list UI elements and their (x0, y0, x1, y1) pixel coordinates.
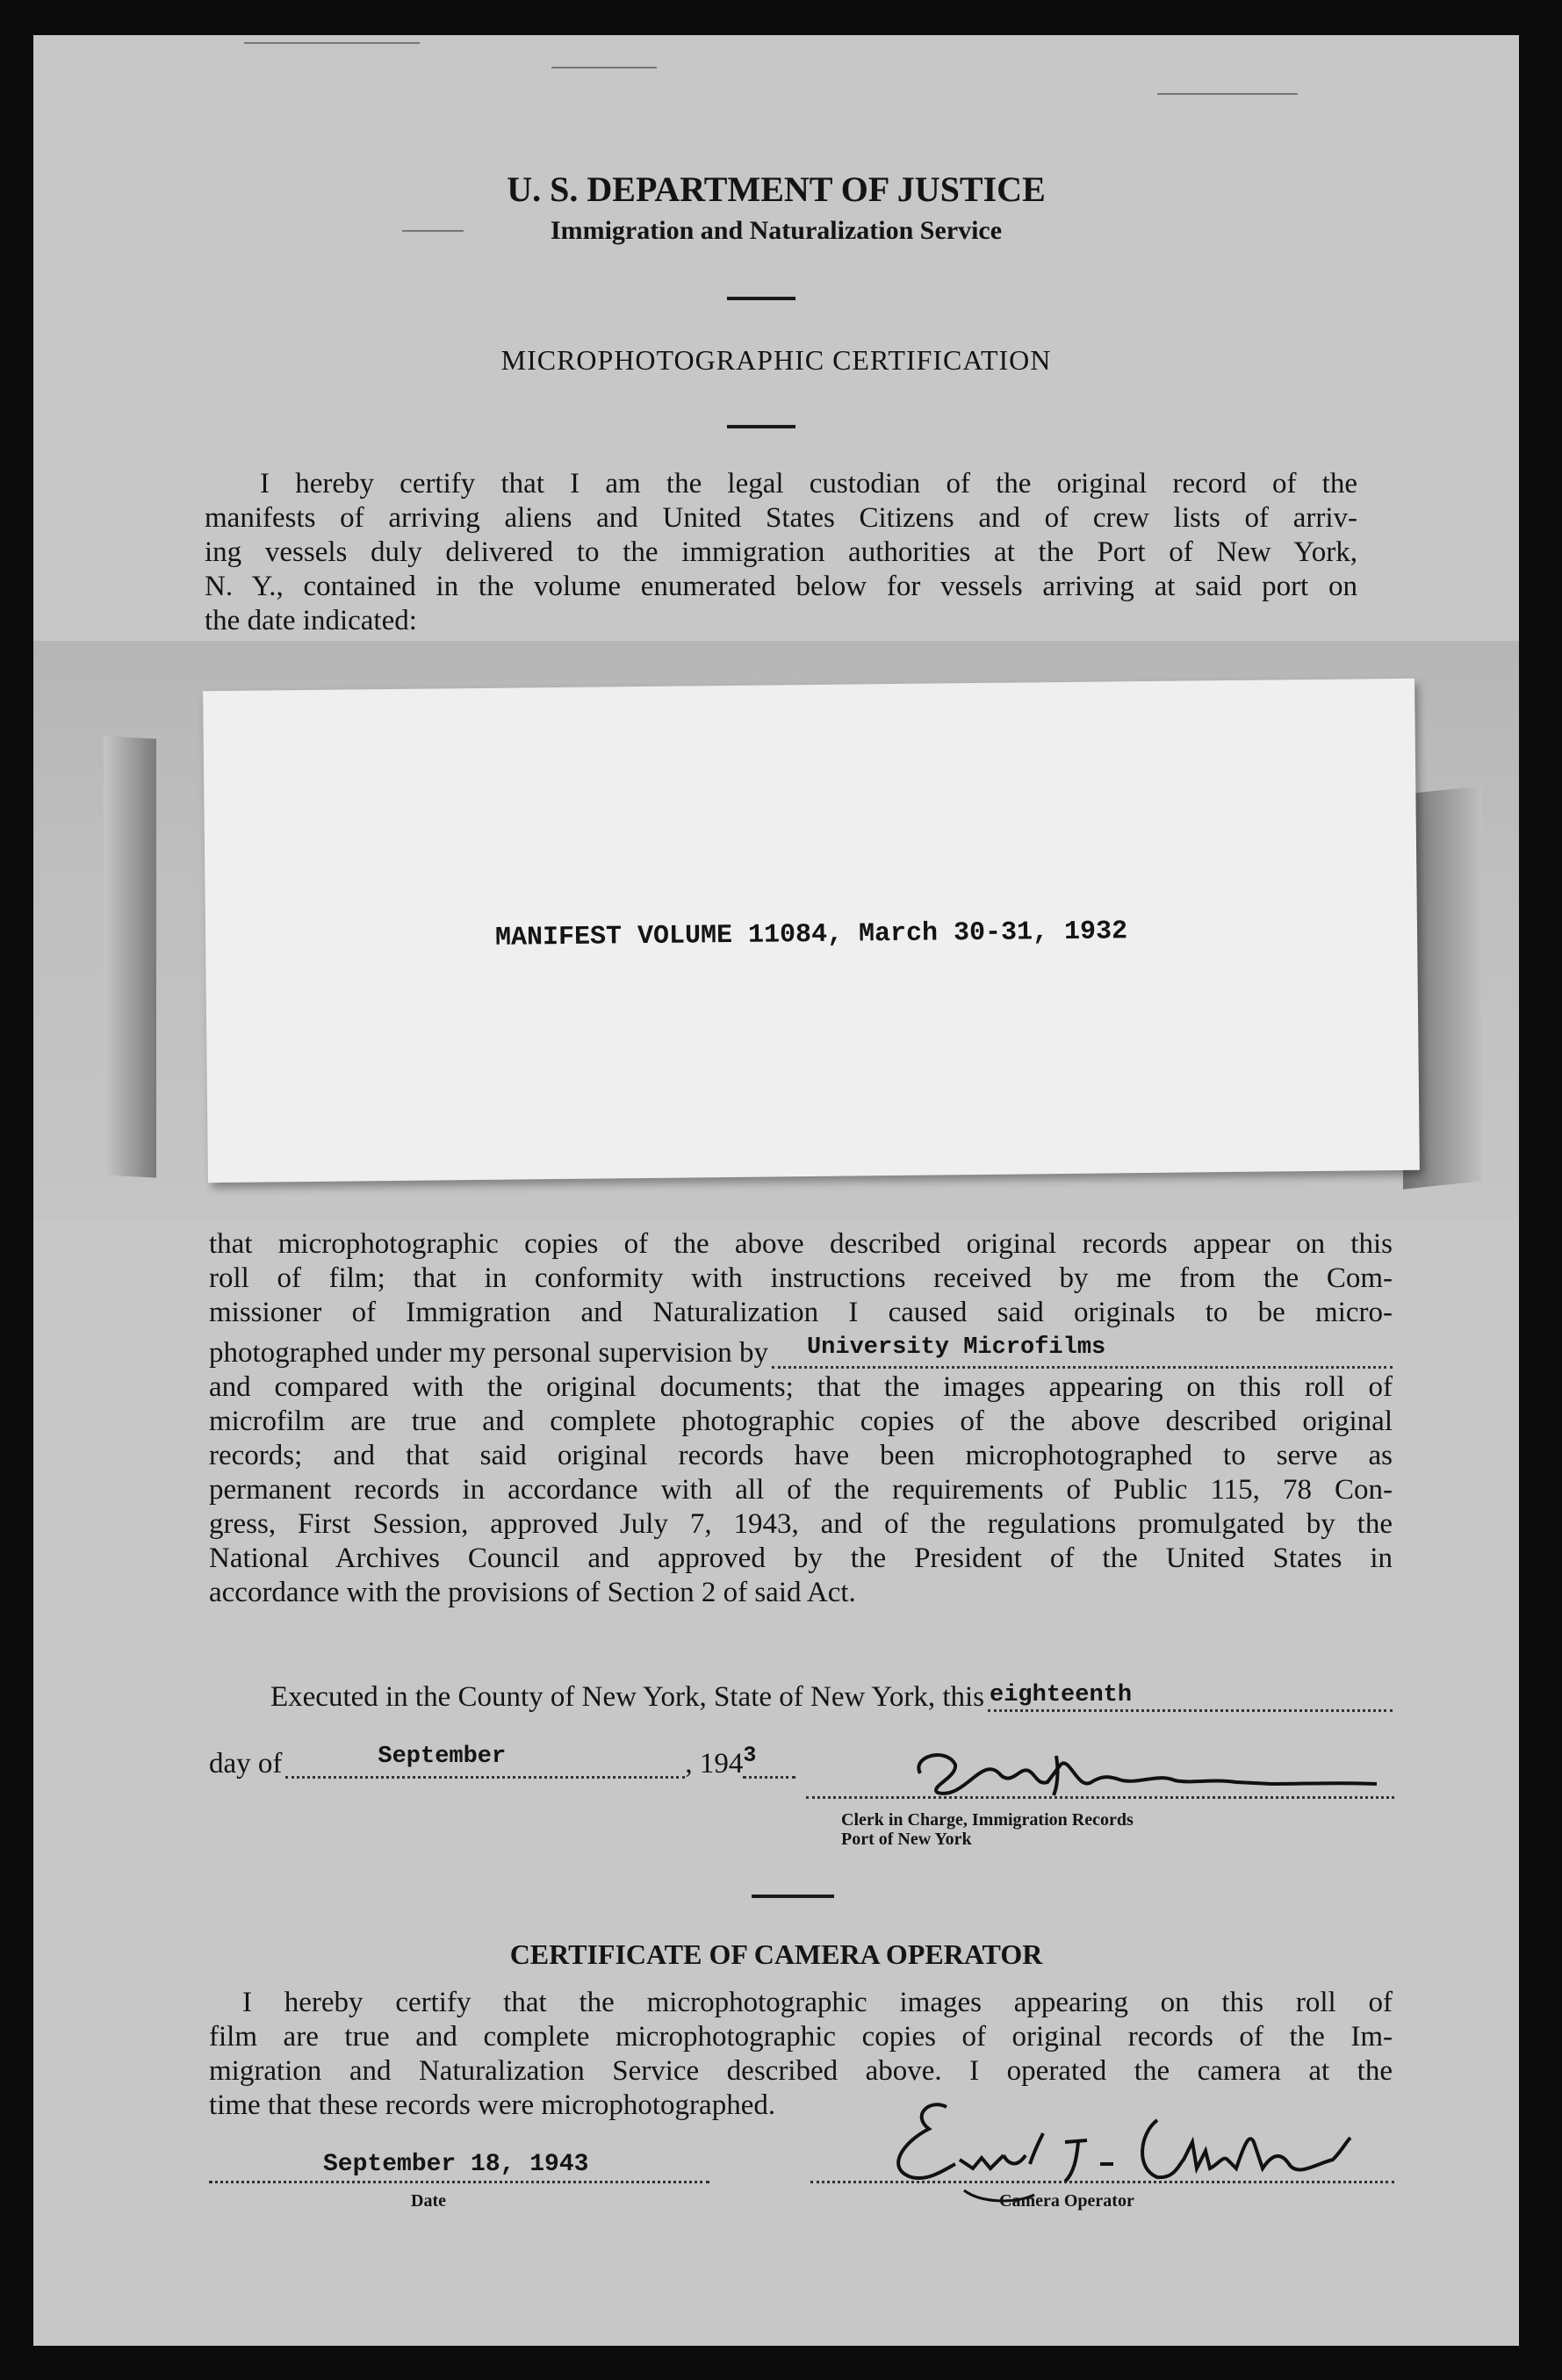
day-value: eighteenth (990, 1682, 1133, 1708)
day-field (988, 1680, 1393, 1714)
month-value: September (378, 1744, 507, 1770)
photographed-by-field (772, 1334, 1393, 1370)
intro-paragraph (205, 467, 1357, 638)
clerk-signature (903, 1738, 1394, 1808)
divider (752, 1895, 834, 1898)
department-heading: U. S. DEPARTMENT OF JUSTICE (507, 169, 1046, 209)
executed-label: Executed in the County of New York, State of New York, this (270, 1681, 985, 1713)
body-line: gress, First Session, approved July 7, 1943, and of the regulations promulgated by the (209, 1508, 1393, 1540)
body-line: permanent records in accordance with all of the requirements of Public 115, 78 Con- (209, 1474, 1393, 1506)
intro-line: the date indicated: (205, 605, 417, 636)
body-line: missioner of Immigration and Naturalization I caused said originals to be micro- (209, 1297, 1393, 1328)
film-scratch (551, 67, 657, 68)
divider (727, 297, 795, 300)
body-line: that microphotographic copies of the above described original records appear on this (209, 1228, 1393, 1260)
month-field (285, 1745, 685, 1780)
photographed-by-label: photographed under my personal supervision by (209, 1337, 768, 1369)
body-line: records; and that said original records have been microphotographed to serve as (209, 1440, 1393, 1471)
camera-line: I hereby certify that the microphotographic images appearing on this roll of (242, 1987, 1393, 2018)
intro-line: I hereby certify that I am the legal custodian of the original record of the (260, 468, 1357, 500)
body-line: accordance with the provisions of Section 2 of said Act. (209, 1577, 856, 1608)
photographed-by-value: University Microfilms (806, 1334, 1106, 1361)
date-label: Date (411, 2191, 446, 2211)
body-line: microfilm are true and complete photographic copies of the above described original (209, 1406, 1393, 1437)
body-line: and compared with the original documents; that the images appearing on this roll of (209, 1371, 1393, 1403)
operator-label: Camera Operator (999, 2191, 1134, 2211)
volume-card (203, 679, 1420, 1183)
divider (727, 425, 795, 428)
body-line: National Archives Council and approved by the President of the United States in (209, 1542, 1393, 1574)
date-line (209, 2181, 709, 2183)
card-shadow (104, 736, 156, 1177)
film-scratch (1157, 93, 1298, 95)
certificate-sheet (33, 35, 1519, 2346)
executed-line (270, 1675, 1393, 1714)
camera-line: film are true and complete microphotographic copies of original records of the Im- (209, 2021, 1393, 2053)
day-of-line (209, 1742, 876, 1780)
date-value: September 18, 1943 (323, 2151, 589, 2178)
year-label: , 194 (685, 1748, 744, 1780)
film-scratch (244, 42, 420, 44)
body-line: roll of film; that in conformity with instructions received by me from the Com- (209, 1262, 1393, 1294)
document-title: MICROPHOTOGRAPHIC CERTIFICATION (500, 344, 1052, 376)
service-subheading: Immigration and Naturalization Service (550, 216, 1003, 245)
intro-line: N. Y., contained in the volume enumerated below for vessels arriving at said port on (205, 571, 1357, 602)
day-of-label: day of (209, 1748, 283, 1780)
camera-heading: CERTIFICATE OF CAMERA OPERATOR (509, 1938, 1043, 1970)
intro-line: ing vessels duly delivered to the immigration authorities at the Port of New York, (205, 536, 1357, 568)
year-digit: 3 (743, 1743, 757, 1768)
year-field (743, 1745, 795, 1780)
clerk-title-line: Clerk in Charge, Immigration Records (841, 1810, 1134, 1830)
camera-line: time that these records were microphotographed. (209, 2089, 776, 2121)
body-paragraph (209, 1227, 1393, 1610)
operator-signature (876, 2081, 1403, 2212)
clerk-title-line: Port of New York (841, 1830, 972, 1849)
camera-line: migration and Naturalization Service described above. I operated the camera at the (209, 2055, 1393, 2087)
volume-text: MANIFEST VOLUME 11084, March 30-31, 1932 (494, 917, 1128, 953)
photographed-by-line (209, 1334, 1393, 1370)
clerk-title (841, 1810, 1134, 1849)
intro-line: manifests of arriving aliens and United States Citizens and of crew lists of arriv- (205, 502, 1357, 534)
